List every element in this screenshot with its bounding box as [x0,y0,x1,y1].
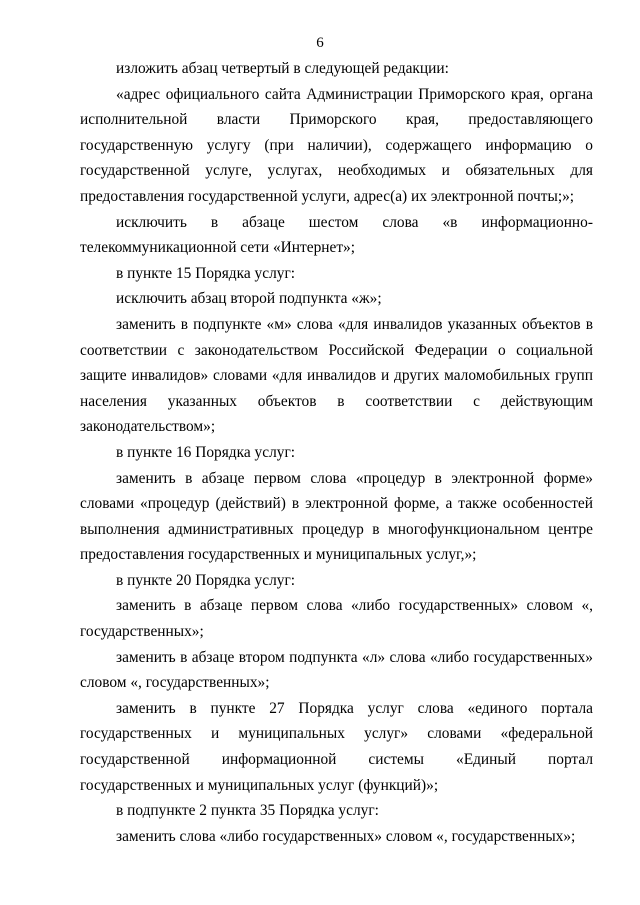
page-number: 6 [316,35,324,51]
document-body [80,56,593,849]
paragraph-11: заменить в абзаце втором подпункта «л» слова «либо государственных» словом «, государственных»; [80,648,593,692]
paragraph-4: в пункте 15 Порядка услуг: [116,264,296,282]
paragraph-2: «адрес официального сайта Администрации Приморского края, органа исполнительной власти Приморского края, предоставляющего государственную услугу (при наличии), содержащего информацию о государственной услуге, услугах, необходимых и обязательных для предоставления государственной услуги, адрес(а) их электронной почты;»; [80,85,593,205]
paragraph-7: в пункте 16 Порядка услуг: [116,443,296,461]
paragraph-9: в пункте 20 Порядка услуг: [116,571,296,589]
paragraph-13: в подпункте 2 пункта 35 Порядка услуг: [116,802,379,820]
paragraph-6: заменить в подпункте «м» слова «для инвалидов указанных объектов в соответствии с законодательством Российской Федерации о социальной защите инвалидов» словами «для инвалидов и других маломобильных групп населения указанных объектов в соответствии с действующим законодательством»; [80,315,593,436]
paragraph-14: заменить слова «либо государственных» словом «, государственных»; [116,827,576,845]
paragraph-5: исключить абзац второй подпункта «ж»; [116,290,382,308]
paragraph-10: заменить в абзаце первом слова «либо государственных» словом «, государственных»; [80,597,593,641]
paragraph-12: заменить в пункте 27 Порядка услуг слова «единого портала государственных и муниципальных услуг» словами «федеральной государственной информационной системы «Единый портал государственных и муниципальных услуг (функций)»; [80,699,593,794]
paragraph-1: изложить абзац четвертый в следующей редакции: [116,60,449,77]
paragraph-8: заменить в абзаце первом слова «процедур в электронной форме» словами «процедур (действий) в электронной форме, а также особенностей выполнения административных процедур в многофункциональном центре предоставления государственных и муниципальных услуг,»; [80,469,593,564]
paragraph-3: исключить в абзаце шестом слова «в информационно-телекоммуникационной сети «Интернет»; [80,213,593,257]
